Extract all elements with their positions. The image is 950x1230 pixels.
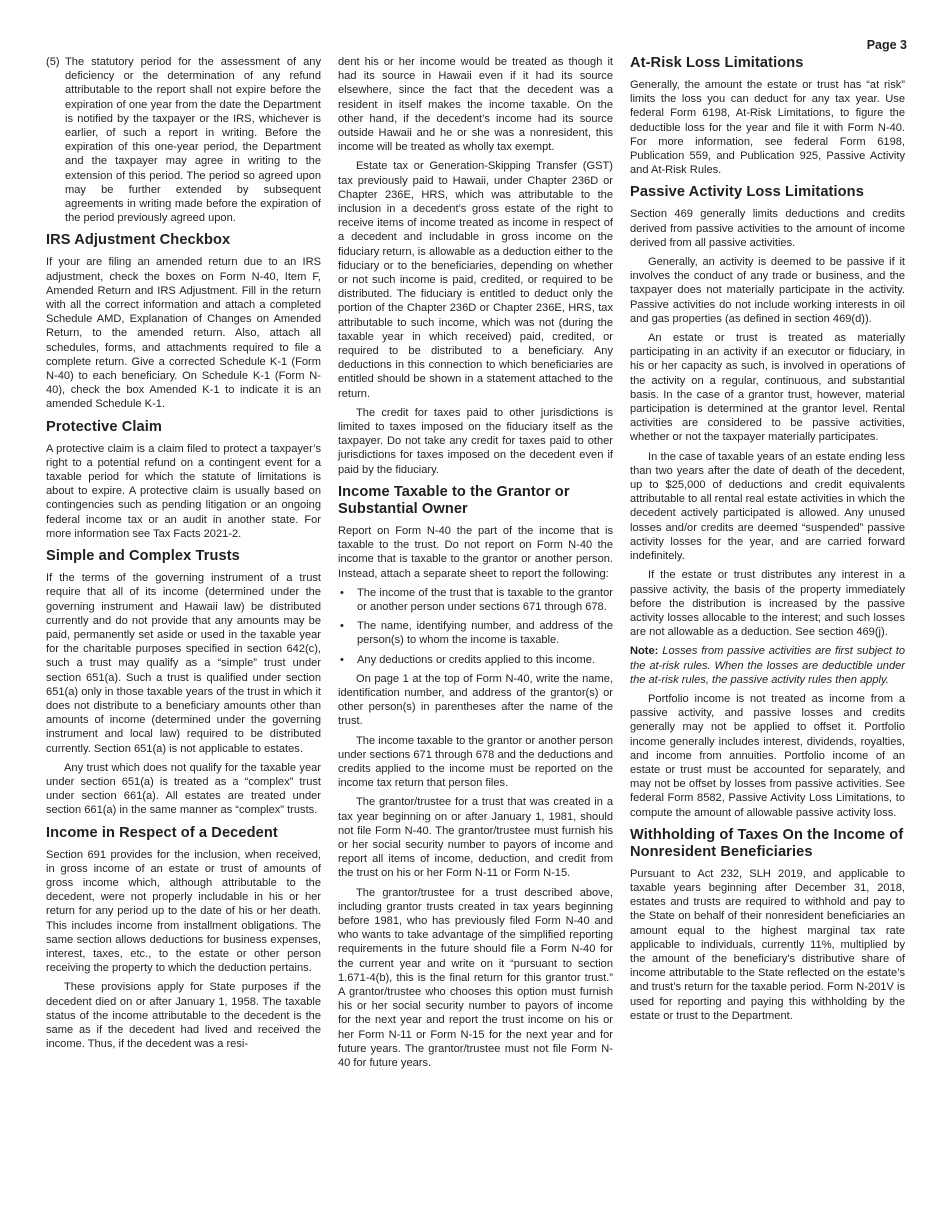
- heading-income-respect-decedent: Income in Respect of a Decedent: [46, 824, 278, 841]
- heading-passive-activity-loss: Passive Activity Loss Limitations: [630, 184, 864, 201]
- paragraph: dent his or her income would be treated as though it had its source in Hawaii even if it had its source elsewhere, since the fact that the decedent was a resident in itself makes the income taxable. On the other hand, if the decedent’s income had its source outside Hawaii and he or she was a nonresident, this income will be treated as wholly tax exempt.: [338, 56, 613, 154]
- paragraph: Report on Form N-40 the part of the income that is taxable to the trust. Do not report on Form N-40 the income that is taxable to the grantor or another person. Instead, attach a separate sheet to report the following:: [338, 524, 613, 580]
- item-text: The statutory period for the assessment of any deficiency or the determination of any refund attributable to the report shall not expire before the expiration of one year from the date the Department is notified by the taxpayer or the IRS, whichever is earlier, of such a report in writing. Before the expiration of this one-year period, the Department and the taxpayer may agree in writing to the extension of this period. The period so agreed upon may be further extended by subsequent agreements in writing made before the expiration of the period previously agreed upon.: [65, 56, 321, 225]
- list-item-text: Any deductions or credits applied to this income.: [357, 653, 596, 666]
- heading-simple-complex-trusts: Simple and Complex Trusts: [46, 548, 240, 565]
- paragraph: Portfolio income is not treated as income from a passive activity, and passive losses and credits generally may not be applied to offset it. Portfolio income generally includes interest, dividends, royalties, and income from annuities. Portfolio income of an estate or trust must be accounted for separately, and may not be offset by losses from passive activities. See federal Form 8582, Passive Activity Loss Limitations, to compute the amount of allowable passive activity loss.: [630, 692, 905, 819]
- bullet-icon: •: [340, 586, 344, 599]
- heading-at-risk-loss: At-Risk Loss Limitations: [630, 55, 804, 71]
- heading-irs-adjustment-checkbox: IRS Adjustment Checkbox: [46, 232, 231, 249]
- paragraph: In the case of taxable years of an estate ending less than two years after the date of death of the decedent, up to $25,000 of deductions and credit equivalents attributable to all rental real estate activities in which the decedent actively participated is allowed. Any unused losses and/or credits are deemed “suspended” passive activity losses for the year, and are carried forward indefinitely.: [630, 450, 905, 563]
- paragraph: On page 1 at the top of Form N-40, write the name, identification number, and address of the grantor(s) or other person(s) in parentheses after the name of the trust.: [338, 672, 613, 728]
- note-text: Losses from passive activities are first subject to the at-risk rules. When the losses are deductible under the at-risk rules, the passive activity rules then apply.: [630, 645, 905, 686]
- list-item-text: The name, identifying number, and address of the person(s) to whom the income is taxable.: [357, 620, 613, 647]
- paragraph: Generally, the amount the estate or trust has “at risk” limits the loss you can deduct for any tax year. Use federal Form 6198, At-Risk Limitations, to figure the deductible loss for the year and file it with Form N-40. For more information, see federal Form 6198, Publication 559, and Publication 925, Passive Activity and At-Risk Rules.: [630, 79, 905, 177]
- numbered-item-5: [46, 55, 321, 225]
- page-number: Page 3: [866, 38, 907, 52]
- list-item: [338, 653, 613, 667]
- paragraph: Section 469 generally limits deductions and credits derived from passive activities to the amount of income derived from all passive activities.: [630, 208, 905, 249]
- paragraph: An estate or trust is treated as materially participating in an activity if an executor or fiduciary, in his or her capacity as such, is involved in operations of the activity on a regular, continuous, and substantial basis. In the case of a grantor trust, however, material participation is determined at the grantor level. Rental activities are considered to be passive activities, whether or not the taxpayer materially participates.: [630, 332, 905, 444]
- list-item-text: The income of the trust that is taxable to the grantor or another person under sections 671 through 678.: [357, 586, 613, 613]
- list-item: [338, 619, 613, 647]
- paragraph: The grantor/trustee for a trust described above, including grantor trusts created in tax years beginning before 1981, who has previously filed Form N-40 and who wants to take advantage of the simplified reporting requirements in the future should file a Form N-40 for the current year and write on it “pursuant to section 1.671-4(b), this is the final return for this grantor trust.” A grantor/trustee who chooses this option must furnish his or her social security number to payors of income for the next year and report the trust income on his or her Form N-11 or Form N-15 for the next year and for future years. The grantor/trustee must not file Form N-40 for future years.: [338, 886, 613, 1069]
- paragraph: If the terms of the governing instrument of a trust require that all of its income (determined under the governing instrument and Hawaii law) be distributed currently and do not provide that any amounts may be paid, permanently set aside or used in the taxable year for the charitable purposes specified in section 642(c), such a trust may qualify as a “simple” trust under section 651(a). Such a trust is qualified under section 651(a) only in those taxable years of the trust in which it does not distribute to a beneficiary amounts other than amounts of income (determined under the governing instrument and local law) required to be distributed currently. Section 651(a) is not applicable to estates.: [46, 572, 321, 755]
- list-item: [338, 586, 613, 614]
- heading-protective-claim: Protective Claim: [46, 418, 162, 435]
- paragraph: If the estate or trust distributes any interest in a passive activity, the basis of the property immediately before the distribution is increased by the passive activity losses allocable to the interest; and such losses are not allowable as a deduction. See section 469(j).: [630, 569, 905, 639]
- column-3: [630, 55, 905, 1028]
- heading-income-taxable-grantor: Income Taxable to the Grantor or Substantial Owner: [338, 483, 570, 517]
- bullet-icon: •: [340, 653, 344, 666]
- paragraph: Any trust which does not qualify for the taxable year under section 651(a) is treated as a “complex” trust under section 661(a). All estates are treated under section 661(a) in the same manner as “complex” trusts.: [46, 761, 321, 817]
- paragraph: Generally, an activity is deemed to be passive if it involves the conduct of any trade or business, and the taxpayer does not materially participate in the activity. Passive activities do not include working interests in oil and gas properties (as defined in section 469(d)).: [630, 256, 905, 325]
- paragraph: Section 691 provides for the inclusion, when received, in gross income of an estate or trust of amounts of gross income which, although attributable to the decedent, were not properly includable in his or her return for any period up to the date of his or her death. This includes income from installment obligations. The same section allows deductions for business expenses, interest, taxes, etc., to the estate or other person receiving the property to which the deduction pertains.: [46, 848, 321, 975]
- note-paragraph: [630, 644, 905, 687]
- heading-withholding-nonresident: Withholding of Taxes On the Income of Nonresident Beneficiaries: [630, 826, 904, 860]
- paragraph: These provisions apply for State purposes if the decedent died on or after January 1, 1958. The taxable status of the income attributable to the decedent is the same as if the decedent had lived and received the income. Thus, if the decedent was a resi-: [46, 981, 321, 1051]
- column-1: [46, 55, 321, 1056]
- paragraph: The grantor/trustee for a trust that was created in a tax year beginning on or after January 1, 1981, should not file Form N-40. The grantor/trustee must furnish his or her social security number to payors of income and report all items of income, deduction, and credit from the trust on his or her Form N-11 or Form N-15.: [338, 796, 613, 880]
- paragraph: Estate tax or Generation-Skipping Transfer (GST) tax previously paid to Hawaii, under Chapter 236D or Chapter 236E, HRS, which was attributable to the inclusion in a decedent’s gross estate of the right to receive items of income treated as income in respect of a decedent and includable in gross income on the fiduciary return, is allowable as a deduction either to the fiduciary or to the beneficiaries, depending on whether or not such income is paid, credited, or required to be distributed. The fiduciary is entitled to deduct only the portion of the Chapter 236D or Chapter 236E, HRS, tax attributable to such income, which was not (during the taxable year in which received) paid, credited, or required to be distributed to a beneficiary. Any deductions in this connection to which beneficiaries are entitled should be shown in a statement attached to the return.: [338, 160, 613, 400]
- paragraph: If your are filing an amended return due to an IRS adjustment, check the boxes on Form N-40, Item F, Amended Return and IRS Adjustment. Fill in the return with all the correct information and attach a completed Schedule AMD, Explanation of Changes on Amended Return, to the amended return. Also, attach all schedules, forms, and attachments required to file a complete return. Give a corrected Schedule K-1 (Form N-40) to each beneficiary. On Schedule K-1 (Form N-40), check the box Amended K-1 to indicate it is an amended Schedule K-1.: [46, 256, 321, 411]
- bullet-icon: •: [340, 620, 344, 633]
- paragraph: A protective claim is a claim filed to protect a taxpayer’s right to a potential refund on a contingent event for a taxable period for which the statute of limitations is about to expire. A protective claim is usually based on contingencies such as pending litigation or an ongoing federal income tax or an audit in another state. For more information see Tax Facts 2021-2.: [46, 442, 321, 540]
- paragraph: Pursuant to Act 232, SLH 2019, and applicable to taxable years beginning after December 31, 2018, estates and trusts are required to withhold and pay to the State on behalf of their nonresident beneficiaries an amount equal to the highest marginal tax rate applicable to individuals, currently 11%, multiplied by the amount of the beneficiary’s distributive share of income attributable to the State reflected on the estate’s and trust’s return for the taxable period. Form N-201V is used for reporting and paying this withholding by the estate or trust to the Department.: [630, 867, 905, 1022]
- paragraph: The credit for taxes paid to other jurisdictions is limited to taxes imposed on the fiduciary itself as the taxpayer. Do not take any credit for taxes paid to other jurisdictions for taxes imposed on the decedent even if paid by the fiduciary.: [338, 406, 613, 476]
- item-number: (5): [46, 56, 60, 68]
- column-2: [338, 55, 613, 1075]
- paragraph: The income taxable to the grantor or another person under sections 671 through 678 and the deductions and credits applied to the income must be reported on the income tax return that person files.: [338, 734, 613, 790]
- bullet-list: [338, 586, 613, 667]
- note-label: Note:: [630, 645, 659, 658]
